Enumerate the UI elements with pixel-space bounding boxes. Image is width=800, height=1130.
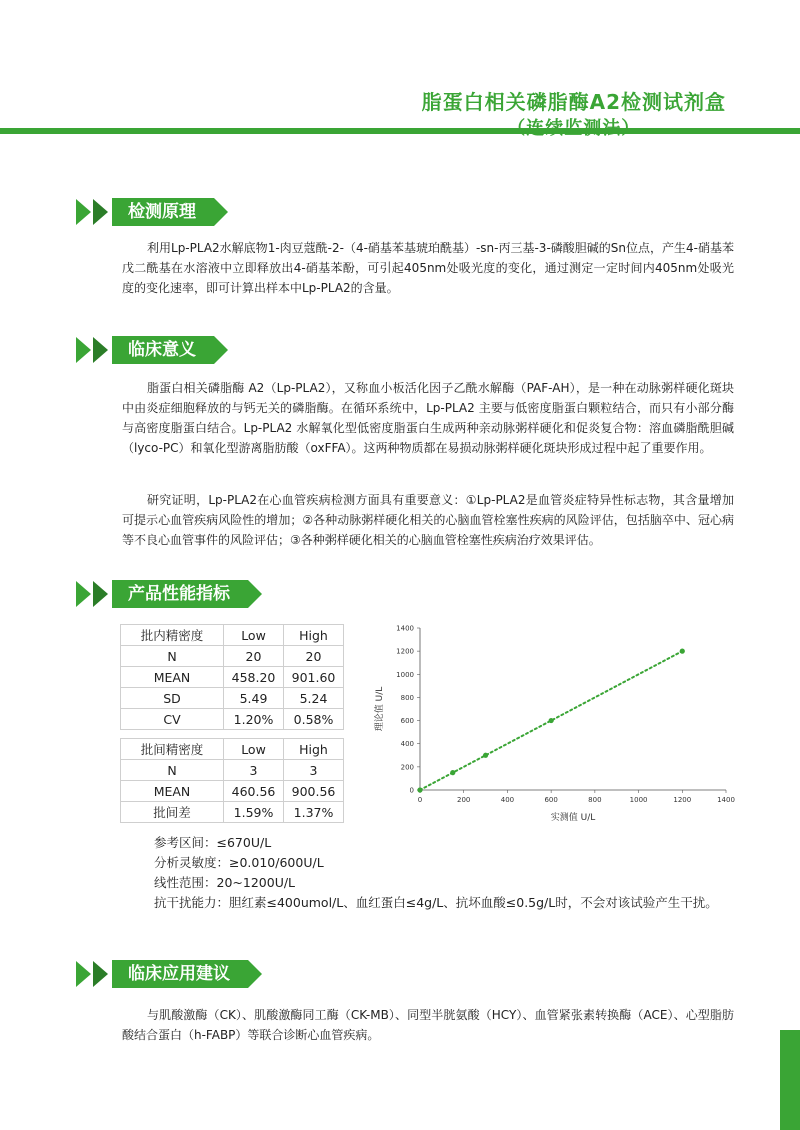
chart-data-point <box>549 718 554 723</box>
chart-y-tick-label: 600 <box>400 717 414 726</box>
chart-y-tick-label: 800 <box>400 693 414 702</box>
inter-precision-table <box>120 738 344 823</box>
spec-reference-range: 参考区间：≤670U/L <box>154 835 272 850</box>
table-row <box>121 688 344 709</box>
principle-text: 利用Lp-PLA2水解底物1-肉豆蔻酰-2-（4-硝基苯基琥珀酰基）-sn-丙三基-3-磷酸胆碱的Sn位点，产生4-硝基苯戊二酰基在水溶液中立即释放出4-硝基苯酚，可引起405nm处吸光度的变化，通过测定一定时间内405nm处吸光度的变化速率，即可计算出样本中Lp-PLA2的含量。 <box>122 241 734 295</box>
section-title-significance: 临床意义 <box>112 336 214 364</box>
table-cell: CV <box>121 709 224 730</box>
table-header-cell: High <box>284 625 344 646</box>
chart-y-tick-label: 0 <box>409 786 414 795</box>
table-row <box>121 760 344 781</box>
chart-data-point <box>417 787 422 792</box>
chart-data-point <box>450 770 455 775</box>
application-text: 与肌酸激酶（CK）、肌酸激酶同工酶（CK-MB）、同型半胱氨酸（HCY）、血管紧张素转换酶（ACE）、心型脂肪酸结合蛋白（h-FABP）等联合诊断心血管疾病。 <box>122 1008 734 1042</box>
table-cell: 3 <box>224 760 284 781</box>
table-cell: 3 <box>284 760 344 781</box>
table-header-row <box>121 739 344 760</box>
chart-y-tick-label: 1400 <box>396 624 414 633</box>
spec-interference: 抗干扰能力：胆红素≤400umol/L、血红蛋白≤4g/L、抗坏血酸≤0.5g/L时，不会对该试验产生干扰。 <box>154 895 718 910</box>
chevron-right-icon <box>76 337 91 363</box>
table-header-cell: Low <box>224 739 284 760</box>
chart-x-tick-label: 400 <box>500 796 515 804</box>
chevron-right-icon <box>76 199 91 225</box>
table-cell: N <box>121 646 224 667</box>
table-cell: MEAN <box>121 781 224 802</box>
chart-x-tick-label: 0 <box>417 796 423 804</box>
significance-paragraph-1: 脂蛋白相关磷脂酶 A2（Lp-PLA2），又称血小板活化因子乙酰水解酶（PAF-AH），是一种在动脉粥样硬化斑块中由炎症细胞释放的与钙无关的磷脂酶。在循环系统中，Lp-PLA2 主要与低密度脂蛋白颗粒结合，而只有小部分酶与高密度脂蛋白结合。Lp-PLA2 水解氧化型低密度脂蛋白生成两种亲动脉粥样硬化和促炎复合物：溶血磷脂酰胆碱（lyco-PC）和氧化型游离脂肪酸（oxFFA）。这两种物质都在易损动脉粥样硬化斑块形成过程中起了重要作用。 <box>122 381 734 455</box>
table-cell: 901.60 <box>284 667 344 688</box>
table-header-cell: 批间精密度 <box>121 739 224 760</box>
section-title-principle: 检测原理 <box>112 198 214 226</box>
chart-data-point <box>483 753 488 758</box>
section-title-application: 临床应用建议 <box>112 960 248 988</box>
side-accent-bar <box>780 1030 800 1130</box>
chart-x-tick-label: 600 <box>544 796 558 804</box>
chart-x-tick-label: 800 <box>588 796 602 804</box>
chevron-right-icon <box>76 581 91 607</box>
table-cell: 460.56 <box>224 781 284 802</box>
linearity-chart-svg <box>368 618 740 828</box>
document-title-block <box>422 88 726 142</box>
chart-x-tick-label: 1000 <box>629 796 648 804</box>
table-header-cell: High <box>284 739 344 760</box>
chart-y-axis-label: 理论值 U/L <box>375 686 385 732</box>
table-cell: 5.24 <box>284 688 344 709</box>
chart-x-tick-label: 1400 <box>717 796 735 804</box>
intra-precision-table <box>120 624 344 730</box>
chart-data-point <box>680 649 685 654</box>
table-cell: 20 <box>284 646 344 667</box>
chevron-right-icon <box>93 961 108 987</box>
table-row <box>121 667 344 688</box>
table-header-row <box>121 625 344 646</box>
table-cell: 20 <box>224 646 284 667</box>
table-cell: 458.20 <box>224 667 284 688</box>
spec-linear-range: 线性范围：20~1200U/L <box>154 875 296 890</box>
table-cell: MEAN <box>121 667 224 688</box>
table-row <box>121 646 344 667</box>
performance-specs <box>154 833 738 913</box>
table-cell: 1.37% <box>284 802 344 823</box>
table-row <box>121 709 344 730</box>
section-header-significance <box>76 336 214 364</box>
chart-x-tick-label: 200 <box>457 796 471 804</box>
table-cell: 5.49 <box>224 688 284 709</box>
table-cell: 批间差 <box>121 802 224 823</box>
document-title: 脂蛋白相关磷脂酶A2检测试剂盒 <box>421 90 726 114</box>
table-header-cell: 批内精密度 <box>121 625 224 646</box>
table-cell: 900.56 <box>284 781 344 802</box>
chevron-right-icon <box>93 581 108 607</box>
spec-sensitivity: 分析灵敏度：≥0.010/600U/L <box>154 855 324 870</box>
chart-y-tick-label: 1000 <box>396 670 414 679</box>
chevron-right-icon <box>93 199 108 225</box>
chart-y-tick-label: 200 <box>400 763 414 772</box>
table-cell: 1.20% <box>224 709 284 730</box>
chevron-right-icon <box>93 337 108 363</box>
chart-x-axis-label: 实测值 U/L <box>550 813 596 823</box>
table-cell: 0.58% <box>284 709 344 730</box>
table-cell: 1.59% <box>224 802 284 823</box>
section-title-performance: 产品性能指标 <box>112 580 248 608</box>
chevron-right-icon <box>76 961 91 987</box>
document-subtitle: （连续监测法） <box>507 118 641 139</box>
section-header-application <box>76 960 248 988</box>
section-header-principle <box>76 198 214 226</box>
chart-x-tick-label: 1200 <box>673 796 692 804</box>
table-cell: SD <box>121 688 224 709</box>
table-row <box>121 802 344 823</box>
linearity-chart <box>368 618 740 828</box>
table-header-cell: Low <box>224 625 284 646</box>
chart-y-tick-label: 1200 <box>396 647 414 656</box>
significance-paragraph-2: 研究证明，Lp-PLA2在心血管疾病检测方面具有重要意义：①Lp-PLA2是血管炎症特异性标志物，其含量增加可提示心血管疾病风险性的增加；②各种动脉粥样硬化相关的心脑血管栓塞性疾病的风险评估，包括脑卒中、冠心病等不良心血管事件的风险评估；③各种粥样硬化相关的心脑血管栓塞性疾病治疗效果评估。 <box>122 493 734 547</box>
table-cell: N <box>121 760 224 781</box>
section-header-performance <box>76 580 248 608</box>
table-row <box>121 781 344 802</box>
chart-y-tick-label: 400 <box>400 740 414 749</box>
